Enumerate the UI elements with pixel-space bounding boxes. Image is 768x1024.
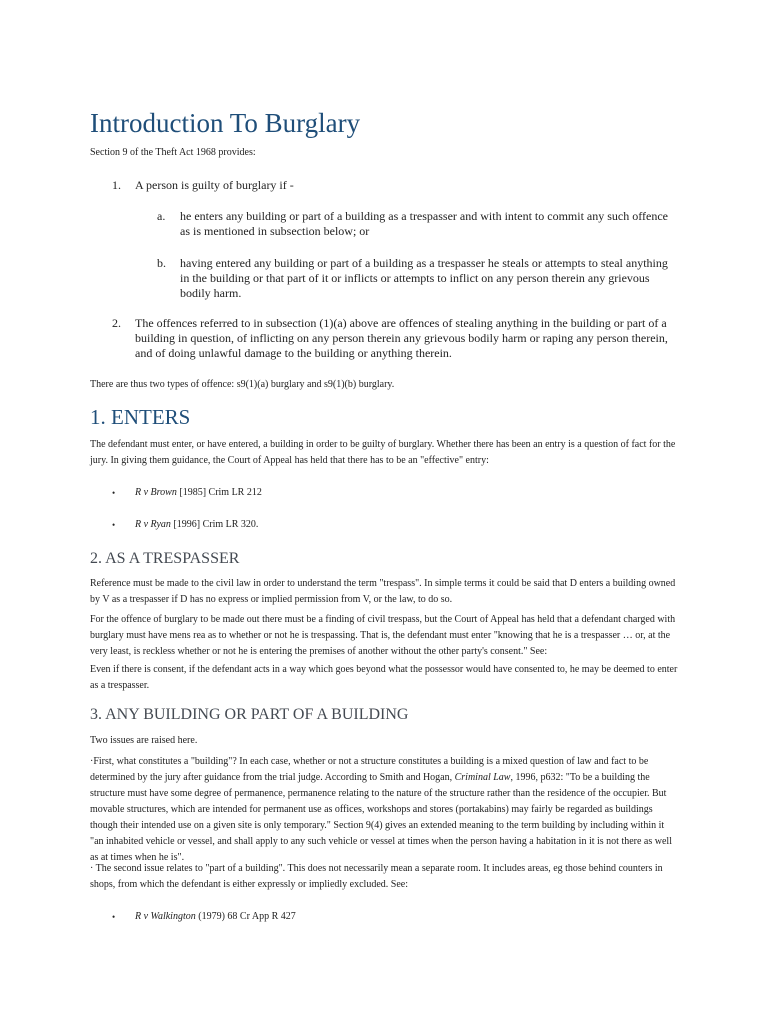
intro-text: Section 9 of the Theft Act 1968 provides: (90, 147, 256, 158)
enters-paragraph: The defendant must enter, or have entered, a building in order to be guilty of burglary. Whether there has been an entry is a question of fact for the jury. In giving them guidance, the Court of Appeal has held that there has to be an "effective" entry: (90, 439, 676, 466)
list-text: having entered any building or part of a building as a trespasser he steals or attempts to steal anything in the building or that part of it or inflicts or attempts to inflict on any person therein any grievous bodily harm. (180, 256, 668, 300)
building-paragraph-2 (90, 754, 680, 866)
text-run: ·First, what constitutes a "building"? In each case, whether or not a structure constitutes a building is a mixed question of law and fact to be determined by the jury after guidance from the trial judge. According to Smith and Hogan, (90, 756, 649, 783)
case-citation: [1985] Crim LR 212 (176, 487, 262, 498)
section-heading-enters: 1. ENTERS (90, 405, 191, 429)
list-letter: b. (157, 256, 166, 270)
book-title: Criminal Law (454, 772, 511, 783)
case-name: R v Ryan (135, 519, 171, 530)
section-heading-trespasser: 2. AS A TRESPASSER (90, 550, 240, 567)
text-run: , 1996, p632: "To be a building the structure must have some degree of permanence, permanence relating to the nature of the structure rather than the residence of the occupier. But movable structures, which are intended for permanent use as offices, workshops and stores (portakabins) may fairly be regarded as buildings though their intended use on a given site is only temporary." Section 9(4) gives an extended meaning to the term building by including within it "an inhabited vehicle or vessel, and shall apply to any such vehicle or vessel at times when the person having a habitation in it is not there as well as at times when he is". (90, 772, 672, 863)
list-text: he enters any building or part of a building as a trespasser and with intent to commit any such offence as is mentioned in subsection below; or (180, 209, 668, 238)
list-letter: a. (157, 209, 166, 223)
case-name: R v Brown (135, 487, 177, 498)
list-number: 1. (112, 178, 121, 192)
building-paragraph-1: Two issues are raised here. (90, 735, 198, 746)
list-text: A person is guilty of burglary if - (135, 178, 294, 192)
list-number: 2. (112, 316, 121, 330)
trespasser-paragraph-1: Reference must be made to the civil law in order to understand the term "trespass". In simple terms it could be said that D enters a building owned by V as a trespasser if D has no express or implied permission from V, or the law, to do so. (90, 578, 676, 605)
case-citation: (1979) 68 Cr App R 427 (195, 911, 296, 922)
types-paragraph: There are thus two types of offence: s9(1)(a) burglary and s9(1)(b) burglary. (90, 379, 395, 390)
building-paragraph-3: · The second issue relates to "part of a building". This does not necessarily mean a separate room. It includes areas, eg those behind counters in shops, from which the defendant is either expressly or impliedly excluded. See: (90, 863, 663, 890)
list-text: The offences referred to in subsection (1)(a) above are offences of stealing anything in the building or part of a building in question, of inflicting on any person therein any grievous bodily harm or raping any person therein, and of doing unlawful damage to the building or anything therein. (135, 316, 668, 360)
trespasser-paragraph-2: For the offence of burglary to be made out there must be a finding of civil trespass, but the Court of Appeal has held that a defendant charged with burglary must have mens rea as to whether or not he is trespassing. That is, the defendant must enter "knowing that he is a trespasser … or, at the very least, is reckless whether or not he is entering the premises of another without the other party's consent." See: (90, 614, 676, 657)
section-heading-building: 3. ANY BUILDING OR PART OF A BUILDING (90, 706, 409, 723)
case-name: R v Walkington (135, 911, 196, 922)
page-title: Introduction To Burglary (90, 108, 361, 138)
case-citation: [1996] Crim LR 320. (170, 519, 259, 530)
bullet-icon: • (112, 488, 116, 498)
bullet-icon: • (112, 520, 116, 530)
bullet-icon: • (112, 912, 116, 922)
trespasser-paragraph-3: Even if there is consent, if the defendant acts in a way which goes beyond what the possessor would have consented to, he may be deemed to enter as a trespasser. (90, 664, 678, 691)
